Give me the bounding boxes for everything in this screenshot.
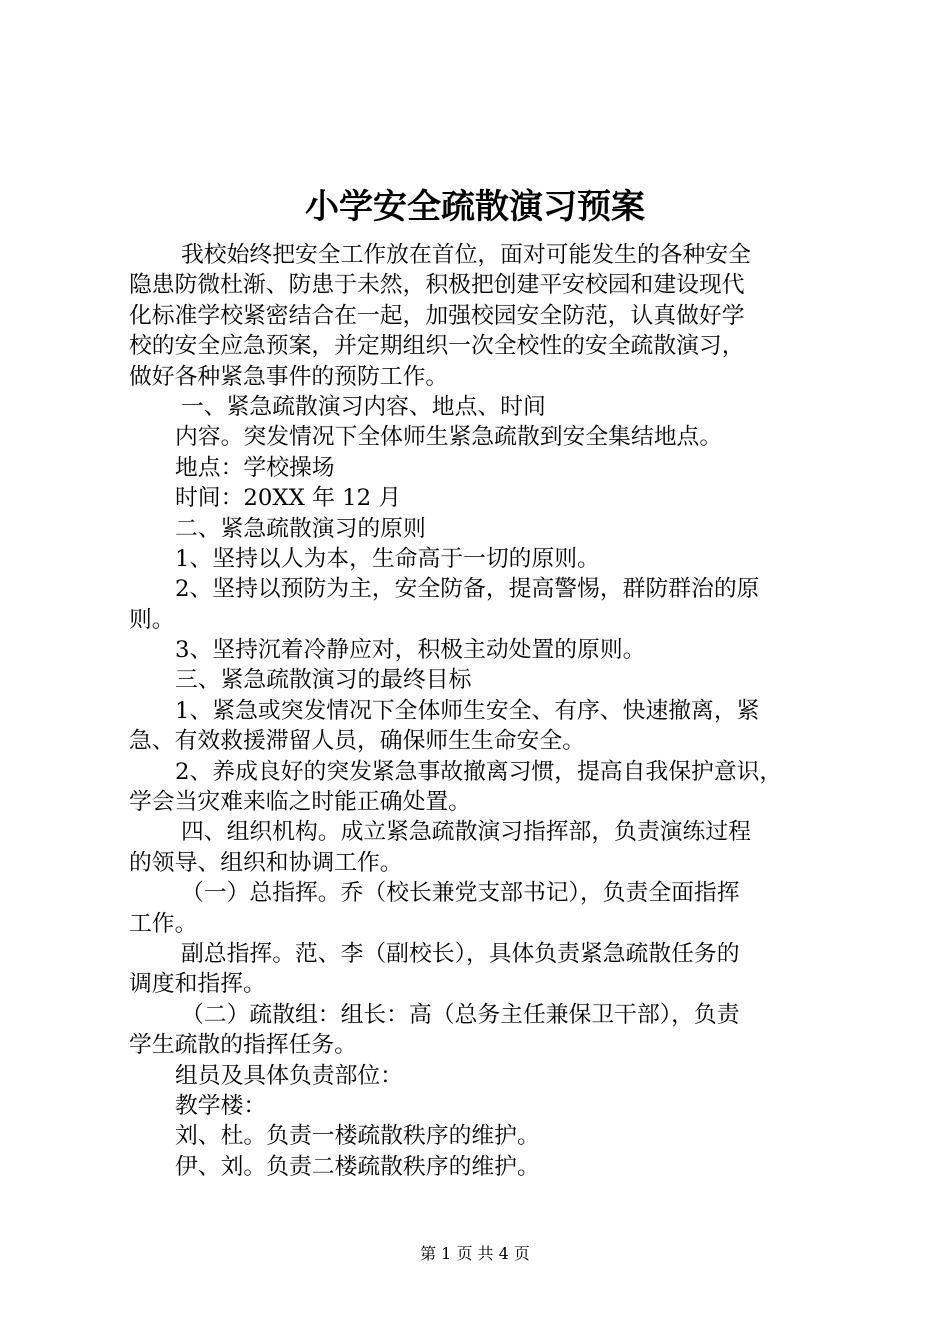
body-line: 隐患防微杜渐、防患于未然，积极把创建平安校园和建设现代 [129,272,745,299]
body-line: 工作。 [129,910,198,937]
body-line: 1、紧急或突发情况下全体师生安全、有序、快速撤离，紧 [175,697,760,724]
page-footer: 第 1 页 共 4 页 [420,1244,530,1263]
body-line: 二、紧急疏散演习的原则 [175,515,426,542]
body-line: 2、养成良好的突发紧急事故撤离习惯，提高自我保护意识， [175,758,783,785]
body-line: 组员及具体负责部位： [175,1062,403,1089]
body-line: 3、坚持沉着冷静应对，积极主动处置的原则。 [175,637,646,664]
body-line: 副总指挥。范、李（副校长），具体负责紧急疏散任务的 [181,940,740,967]
body-line: 校的安全应急预案，并定期组织一次全校性的安全疏散演习， [129,333,745,360]
body-line: 伊、刘。负责二楼疏散秩序的维护。 [175,1153,540,1180]
body-line: 时间：20XX 年 12 月 [175,485,402,512]
body-line: 学会当灾难来临之时能正确处置。 [129,789,471,816]
body-line: 2、坚持以预防为主，安全防备，提高警惕，群防群治的原 [175,576,760,603]
document-title: 小学安全疏散演习预案 [305,187,645,227]
body-line: 刘、杜。负责一楼疏散秩序的维护。 [175,1123,540,1150]
body-line: 学生疏散的指挥任务。 [129,1032,357,1059]
body-line: 四、组织机构。成立紧急疏散演习指挥部，负责演练过程 [181,819,751,846]
body-line: 1、坚持以人为本，生命高于一切的原则。 [175,545,600,572]
body-line: 教学楼： [175,1092,267,1119]
body-line: 做好各种紧急事件的预防工作。 [129,363,449,390]
body-line: 则。 [129,606,175,633]
body-line: （一）总指挥。乔（校长兼党支部书记），负责全面指挥 [181,880,740,907]
body-line: 内容。突发情况下全体师生紧急疏散到安全集结地点。 [175,424,723,451]
body-line: 三、紧急疏散演习的最终目标 [175,667,472,694]
body-line: 调度和指挥。 [129,971,266,998]
body-line: 一、紧急疏散演习内容、地点、时间 [181,393,546,420]
body-line: 急、有效救援滞留人员，确保师生生命安全。 [129,728,585,755]
body-line: 化标准学校紧密结合在一起，加强校园安全防范，认真做好学 [129,302,745,329]
body-line: 地点：学校操场 [175,454,335,481]
body-line: 的领导、组织和协调工作。 [129,849,403,876]
body-line: 我校始终把安全工作放在首位，面对可能发生的各种安全 [181,242,751,268]
body-line: （二）疏散组：组长：高（总务主任兼保卫干部），负责 [181,1001,740,1028]
document-body [129,240,831,1182]
